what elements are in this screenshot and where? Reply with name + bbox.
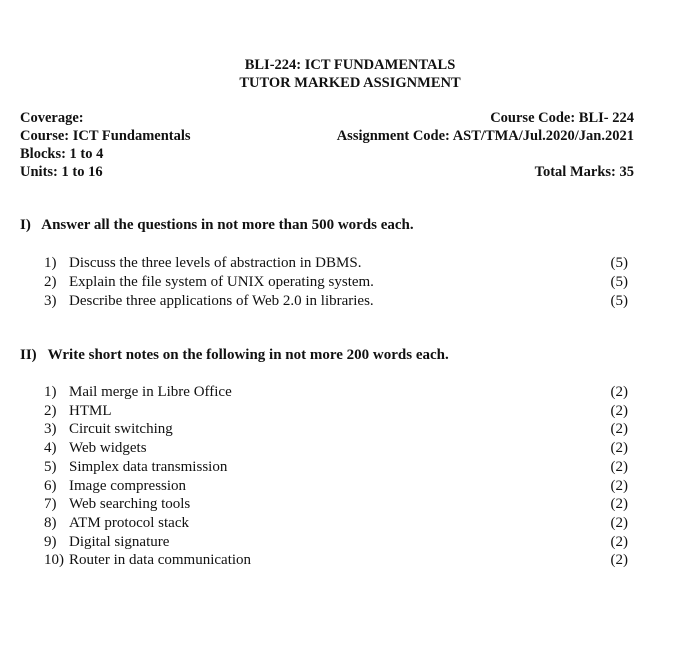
question-marks: (2) [610,552,628,569]
question-text: Describe three applications of Web 2.0 in libraries. [69,293,374,309]
question-number: 3) [44,421,57,438]
question-text: Web searching tools [69,496,191,513]
total-marks: Total Marks: 35 [534,164,634,180]
question-item [44,458,628,477]
question-number: 2) [44,402,57,419]
question-number: 7) [44,496,57,513]
coverage-label: Coverage: [20,110,84,126]
question-item [44,273,628,292]
question-item [44,533,628,552]
question-item [44,439,628,458]
question-item [44,495,628,514]
question-item [44,402,628,421]
course-code: Course Code: BLI- 224 [490,110,634,126]
question-text: Digital signature [69,533,170,550]
question-number: 1) [44,255,57,271]
document-subtitle: TUTOR MARKED ASSIGNMENT [239,75,461,91]
question-marks: (2) [610,514,628,531]
section-1-heading: I) Answer all the questions in not more than 500 words each. [20,217,414,233]
document-title: BLI-224: ICT FUNDAMENTALS [244,57,456,73]
question-item [44,292,628,311]
question-text: HTML [69,402,112,419]
question-marks: (2) [610,533,628,550]
question-item [44,420,628,439]
question-item [44,383,628,402]
question-number: 9) [44,533,57,550]
question-text: ATM protocol stack [69,514,189,531]
question-marks: (2) [610,440,628,457]
section-2-question-list [44,383,628,570]
blocks-range: Blocks: 1 to 4 [20,146,104,162]
meta-right-block [337,109,634,181]
question-number: 1) [44,384,57,400]
question-text: Web widgets [69,440,147,457]
question-marks: (5) [610,293,628,309]
question-number: 8) [44,514,57,531]
question-number: 3) [44,293,57,309]
question-marks: (2) [610,421,628,438]
question-item [44,477,628,496]
question-item [44,254,628,273]
section-1-question-list [44,254,628,311]
course-name: Course: ICT Fundamentals [20,128,191,144]
section-2-heading: II) Write short notes on the following in not more 200 words each. [20,347,449,363]
meta-left-block [20,109,191,181]
question-marks: (2) [610,458,628,475]
question-marks: (2) [610,477,628,494]
question-number: 6) [44,477,57,494]
question-text: Simplex data transmission [69,458,228,475]
question-item [44,514,628,533]
question-number: 5) [44,458,57,475]
question-marks: (2) [610,496,628,513]
question-marks: (5) [610,255,628,271]
question-text: Mail merge in Libre Office [69,384,232,400]
question-number: 4) [44,440,57,457]
question-marks: (5) [610,274,628,290]
units-range: Units: 1 to 16 [20,164,103,180]
question-text: Image compression [69,477,187,494]
question-number: 10) [44,552,64,569]
question-text: Explain the file system of UNIX operating system. [69,274,374,290]
question-marks: (2) [610,402,628,419]
assignment-code: Assignment Code: AST/TMA/Jul.2020/Jan.2021 [336,128,634,144]
question-item [44,551,628,570]
question-number: 2) [44,274,57,290]
question-marks: (2) [610,384,628,400]
question-text: Router in data communication [69,552,252,569]
question-text: Circuit switching [69,421,173,438]
question-text: Discuss the three levels of abstraction in DBMS. [69,255,362,271]
